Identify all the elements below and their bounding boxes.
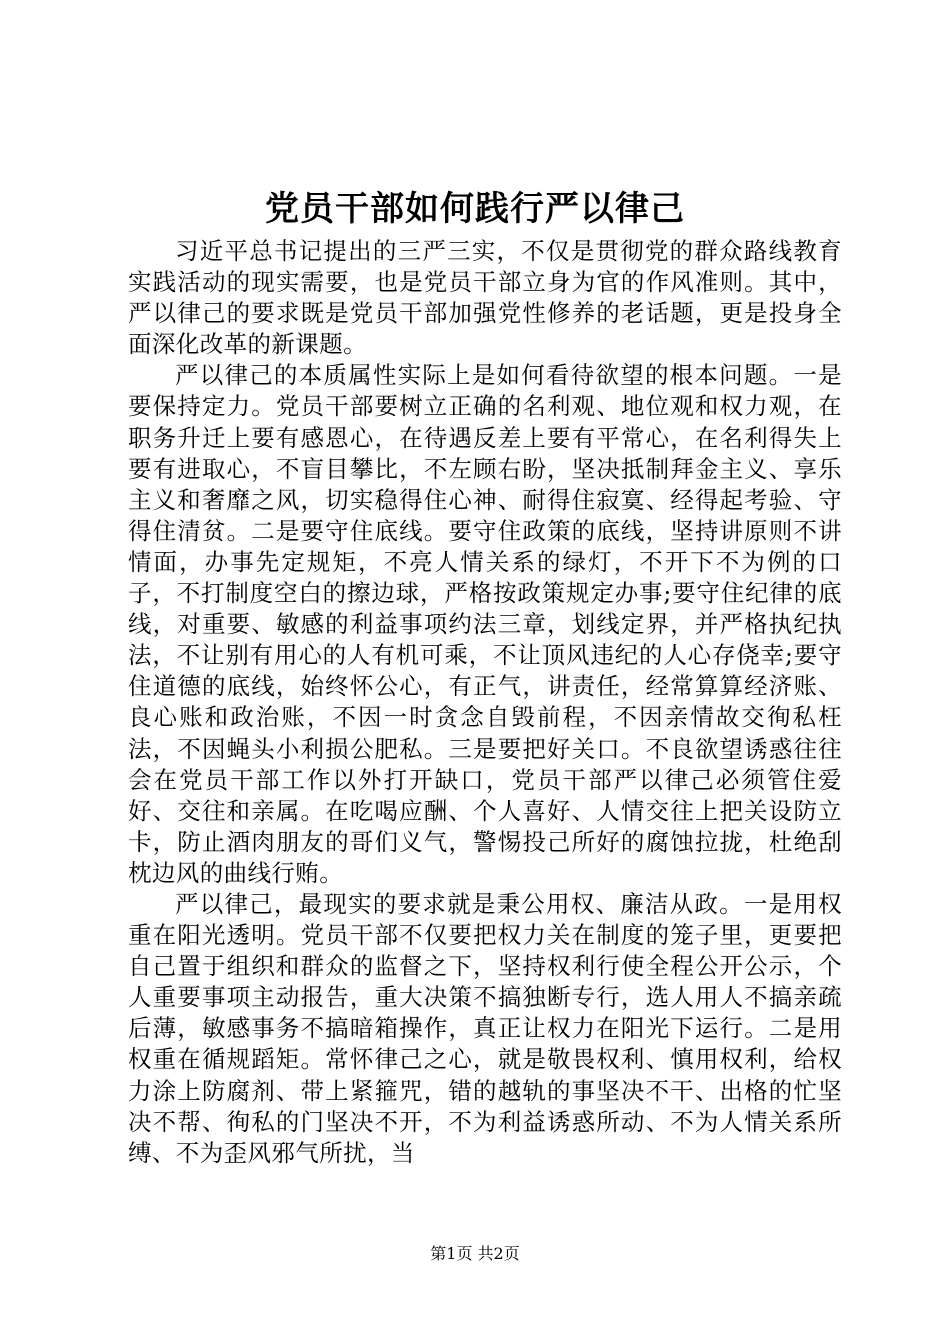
paragraph-2: 严以律己的本质属性实际上是如何看待欲望的根本问题。一是要保持定力。党员干部要树立正确的名利观、地位观和权力观，在职务升迁上要有感恩心，在待遇反差上要有平常心，在名利得失上要有进取心，不盲目攀比，不左顾右盼，坚决抵制拜金主义、享乐主义和奢靡之风，切实稳得住心神、耐得住寂寞、经得起考验、守得住清贫。二是要守住底线。要守住政策的底线，坚持讲原则不讲情面，办事先定规矩，不亮人情关系的绿灯，不开下不为例的口子，不打制度空白的擦边球，严格按政策规定办事;要守住纪律的底线，对重要、敏感的利益事项约法三章，划线定界，并严格执纪执法，不让别有用心的人有机可乘，不让顶风违纪的人心存侥幸;要守住道德的底线，始终怀公心，有正气，讲责任，经常算算经济账、良心账和政治账，不因一时贪念自毁前程，不因亲情故交徇私枉法，不因蝇头小利损公肥私。三是要把好关口。不良欲望诱惑往往会在党员干部工作以外打开缺口，党员干部严以律己必须管住爱好、交往和亲属。在吃喝应酬、个人喜好、人情交往上把关设防立卡，防止酒肉朋友的哥们义气，警惕投己所好的腐蚀拉拢，杜绝刮枕边风的曲线行贿。 (128, 361, 842, 887)
document-body (128, 236, 842, 1169)
page-footer: 第1页 共2页 (430, 1244, 520, 1263)
paragraph-1: 习近平总书记提出的三严三实，不仅是贯彻党的群众路线教育实践活动的现实需要，也是党员干部立身为官的作风准则。其中，严以律己的要求既是党员干部加强党性修养的老话题，更是投身全面深化改革的新课题。 (128, 237, 842, 359)
document-title: 党员干部如何践行严以律己 (265, 189, 685, 229)
paragraph-3: 严以律己，最现实的要求就是秉公用权、廉洁从政。一是用权重在阳光透明。党员干部不仅要把权力关在制度的笼子里，更要把自己置于组织和群众的监督之下，坚持权利行使全程公开公示，个人重要事项主动报告，重大决策不搞独断专行，选人用人不搞亲疏后薄，敏感事务不搞暗箱操作，真正让权力在阳光下运行。二是用权重在循规蹈矩。常怀律己之心，就是敬畏权利、慎用权利，给权力涂上防腐剂、带上紧箍咒，错的越轨的事坚决不干、出格的忙坚决不帮、徇私的门坚决不开，不为利益诱惑所动、不为人情关系所缚、不为歪风邪气所扰，当 (128, 889, 842, 1167)
